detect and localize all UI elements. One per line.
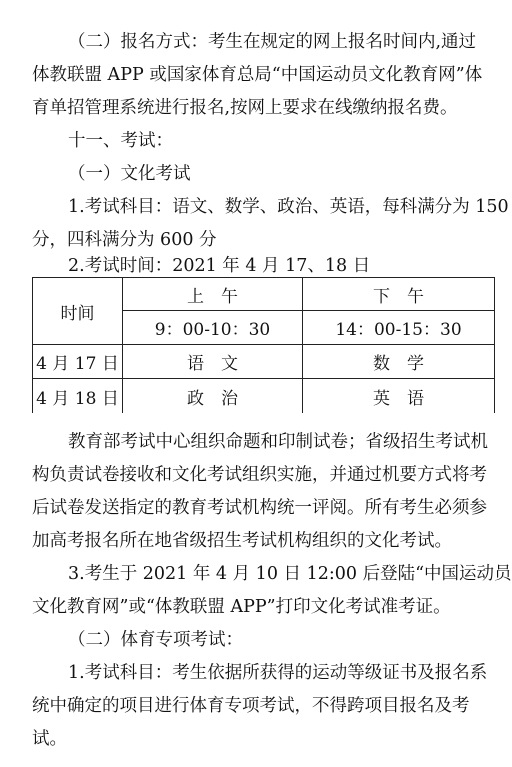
organization-paragraph-line: 后试卷发送指定的教育考试机构统一评阅。所有考生必须参: [32, 498, 487, 518]
sports-exam-line: 试。: [32, 729, 67, 749]
admission-ticket-line: 3.考生于 2021 年 4 月 10 日 12:00 后登陆“中国运动员: [68, 564, 512, 584]
table-date-cell: 4 月 17 日: [33, 345, 123, 379]
culture-exam-heading: （一）文化考试: [68, 164, 191, 184]
table-row: [33, 345, 495, 379]
sports-exam-line: 1.考试科目：考生依据所获得的运动等级证书及报名系: [68, 663, 488, 683]
table-date-cell: 4 月 18 日: [33, 379, 123, 414]
sports-exam-heading: （二）体育专项考试：: [68, 630, 243, 650]
table-row: [33, 379, 495, 414]
organization-paragraph-line: 构负责试卷接收和文化考试组织实施，并通过机要方式将考: [32, 465, 487, 485]
exam-schedule-table: [32, 277, 495, 413]
table-subject-cell: 数 学: [303, 345, 495, 379]
table-afternoon-time: 14：00-15：30: [303, 311, 495, 345]
table-subject-cell: 语 文: [123, 345, 303, 379]
table-morning-time: 9：00-10：30: [123, 311, 303, 345]
subjects-line: 分，四科满分为 600 分: [32, 230, 217, 250]
admission-ticket-line: 文化教育网”或“体教联盟 APP”打印文化考试准考证。: [32, 597, 451, 617]
exam-heading: 十一、考试：: [68, 131, 173, 151]
table-header-morning: 上 午: [123, 278, 303, 311]
table-subject-cell: 英 语: [303, 379, 495, 414]
table-header-time: 时间: [33, 278, 123, 345]
organization-paragraph-line: 加高考报名所在地省级招生考试机构组织的文化考试。: [32, 531, 452, 551]
section2-header-line: （二）报名方式：考生在规定的网上报名时间内,通过: [68, 32, 477, 52]
table-subject-cell: 政 治: [123, 379, 303, 414]
exam-time-line: 2.考试时间：2021 年 4 月 17、18 日: [68, 256, 371, 276]
subjects-line: 1.考试科目：语文、数学、政治、英语，每科满分为 150: [68, 197, 509, 217]
section2-body-line: 体教联盟 APP 或国家体育总局“中国运动员文化教育网”体: [32, 65, 483, 85]
table-header-afternoon: 下 午: [303, 278, 495, 311]
organization-paragraph-line: 教育部考试中心组织命题和印制试卷；省级招生考试机: [68, 432, 488, 452]
section2-body-line: 育单招管理系统进行报名,按网上要求在线缴纳报名费。: [32, 98, 458, 118]
sports-exam-line: 统中确定的项目进行体育专项考试，不得跨项目报名及考: [32, 696, 470, 716]
